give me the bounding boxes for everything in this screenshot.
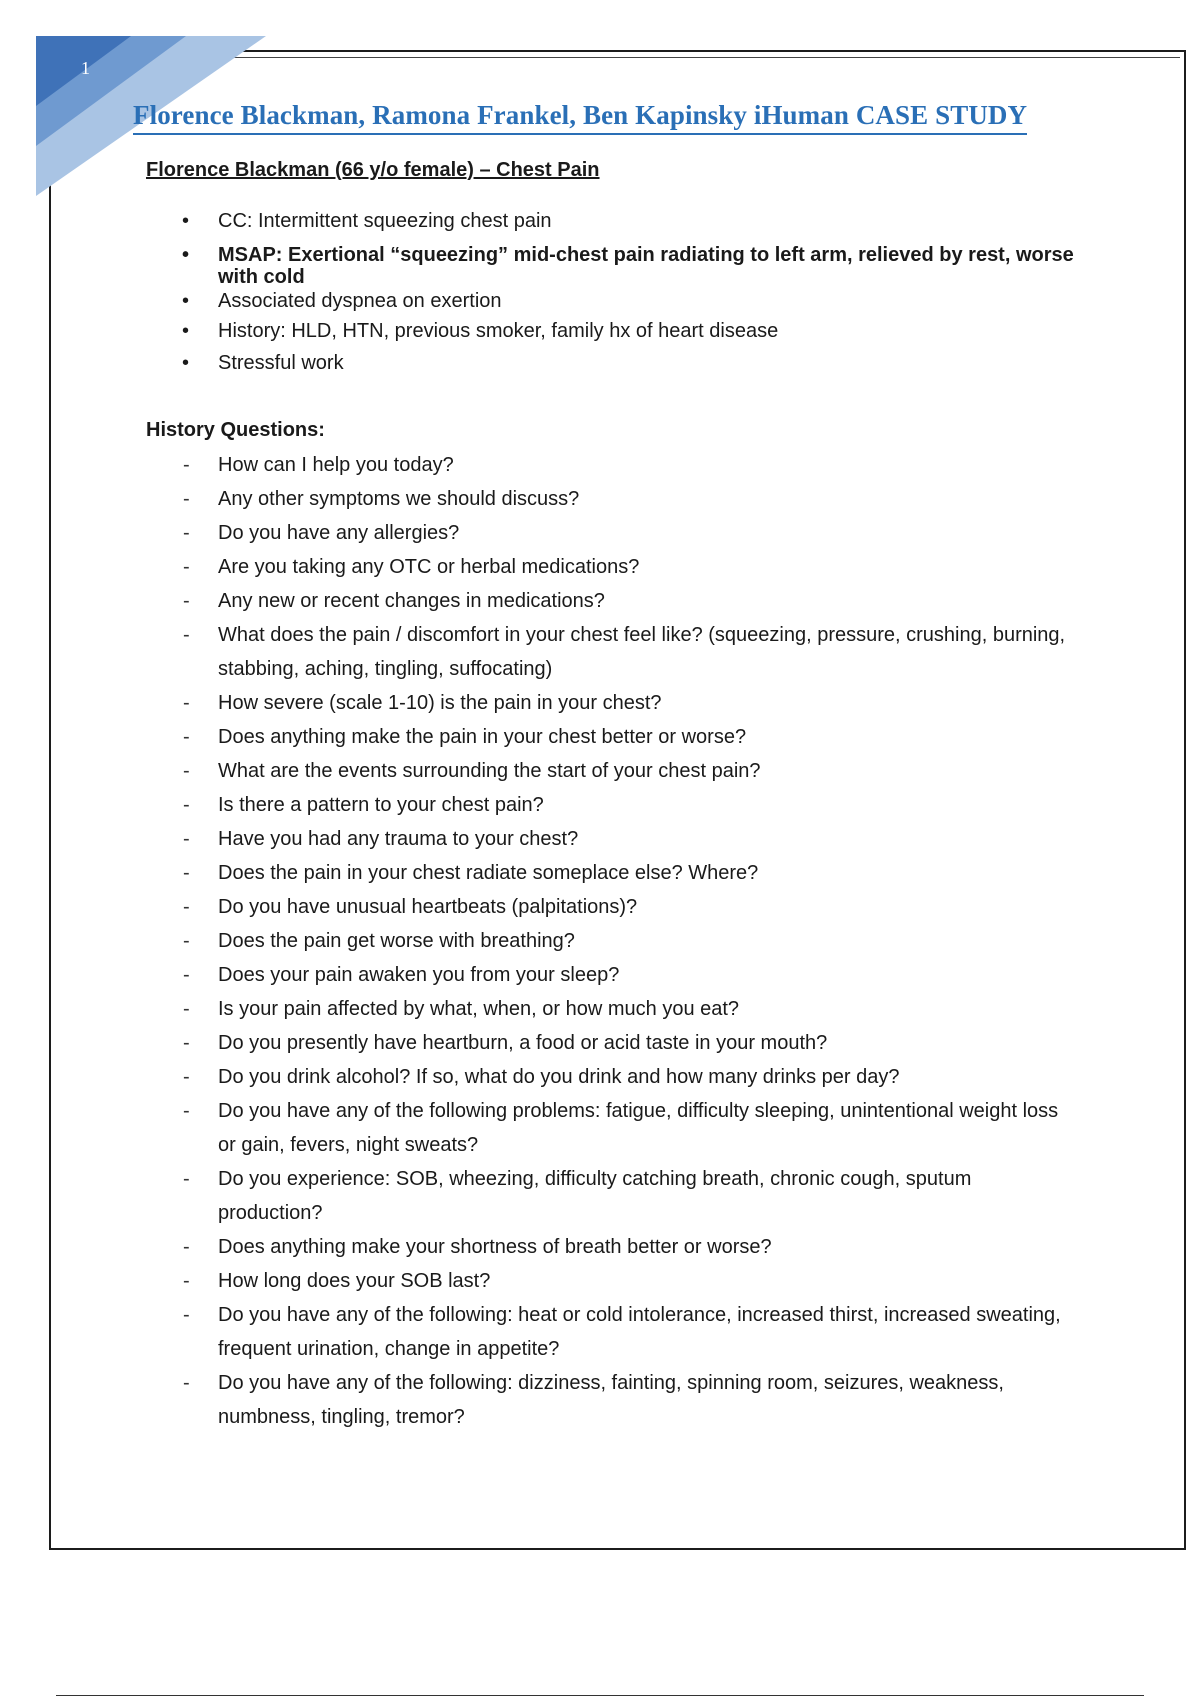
dash-bullet: - bbox=[183, 692, 190, 714]
question-item bbox=[146, 1094, 1076, 1162]
dash-bullet: - bbox=[183, 454, 190, 476]
question-item bbox=[146, 686, 1076, 720]
question-text: Is your pain affected by what, when, or how much you eat? bbox=[218, 998, 740, 1020]
dash-bullet: - bbox=[183, 794, 190, 816]
question-item bbox=[146, 754, 1076, 788]
summary-item-text: Stressful work bbox=[218, 352, 344, 374]
summary-item bbox=[146, 320, 1076, 342]
dash-bullet: - bbox=[183, 1372, 190, 1394]
question-item bbox=[146, 1026, 1076, 1060]
question-item bbox=[146, 618, 1076, 686]
question-text: Do you have any of the following: heat or cold intolerance, increased thirst, increased sweating, frequent urination, change in appetite? bbox=[218, 1304, 1061, 1360]
question-text: What does the pain / discomfort in your chest feel like? (squeezing, pressure, crushing, burning, stabbing, aching, tingling, suffocating) bbox=[218, 624, 1066, 680]
dash-bullet: - bbox=[183, 1032, 190, 1054]
question-item bbox=[146, 1264, 1076, 1298]
bullet-icon: • bbox=[182, 290, 190, 312]
question-item bbox=[146, 924, 1076, 958]
dash-bullet: - bbox=[183, 1304, 190, 1326]
question-item bbox=[146, 448, 1076, 482]
next-page-divider bbox=[56, 1695, 1144, 1696]
question-item bbox=[146, 1060, 1076, 1094]
dash-bullet: - bbox=[183, 862, 190, 884]
summary-item bbox=[146, 352, 1076, 374]
summary-item bbox=[146, 210, 1076, 232]
question-item bbox=[146, 992, 1076, 1026]
dash-bullet: - bbox=[183, 590, 190, 612]
dash-bullet: - bbox=[183, 488, 190, 510]
question-text: Do you presently have heartburn, a food or acid taste in your mouth? bbox=[218, 1032, 828, 1054]
dash-bullet: - bbox=[183, 726, 190, 748]
question-text: Any new or recent changes in medications? bbox=[218, 590, 605, 612]
bullet-icon: • bbox=[182, 210, 190, 232]
dash-bullet: - bbox=[183, 1236, 190, 1258]
summary-item-text: MSAP: Exertional “squeezing” mid-chest pain radiating to left arm, relieved by rest, worse with cold bbox=[218, 244, 1074, 288]
summary-item bbox=[146, 290, 1076, 312]
case-summary-list bbox=[146, 210, 1076, 374]
question-text: What are the events surrounding the start of your chest pain? bbox=[218, 760, 761, 782]
question-item bbox=[146, 584, 1076, 618]
question-item bbox=[146, 1366, 1076, 1434]
question-text: Is there a pattern to your chest pain? bbox=[218, 794, 544, 816]
bullet-icon: • bbox=[182, 244, 190, 266]
question-text: Does anything make your shortness of breath better or worse? bbox=[218, 1236, 772, 1258]
dash-bullet: - bbox=[183, 930, 190, 952]
question-text: How severe (scale 1-10) is the pain in your chest? bbox=[218, 692, 662, 714]
dash-bullet: - bbox=[183, 964, 190, 986]
question-text: Do you drink alcohol? If so, what do you drink and how many drinks per day? bbox=[218, 1066, 900, 1088]
case-heading: Florence Blackman (66 y/o female) – Chest Pain bbox=[146, 159, 600, 181]
dash-bullet: - bbox=[183, 896, 190, 918]
question-text: Have you had any trauma to your chest? bbox=[218, 828, 579, 850]
bullet-icon: • bbox=[182, 352, 190, 374]
question-item bbox=[146, 822, 1076, 856]
question-text: How can I help you today? bbox=[218, 454, 454, 476]
dash-bullet: - bbox=[183, 1270, 190, 1292]
question-item bbox=[146, 1230, 1076, 1264]
question-item bbox=[146, 720, 1076, 754]
question-text: Does the pain get worse with breathing? bbox=[218, 930, 575, 952]
question-item bbox=[146, 1162, 1076, 1230]
question-text: Are you taking any OTC or herbal medications? bbox=[218, 556, 640, 578]
question-text: Does your pain awaken you from your sleep? bbox=[218, 964, 620, 986]
dash-bullet: - bbox=[183, 556, 190, 578]
dash-bullet: - bbox=[183, 624, 190, 646]
question-item bbox=[146, 550, 1076, 584]
question-text: How long does your SOB last? bbox=[218, 1270, 491, 1292]
dash-bullet: - bbox=[183, 760, 190, 782]
question-item bbox=[146, 516, 1076, 550]
summary-item bbox=[146, 244, 1076, 288]
question-text: Do you have any of the following problems: fatigue, difficulty sleeping, unintentional weight loss or gain, fevers, night sweats? bbox=[218, 1100, 1059, 1156]
bullet-icon: • bbox=[182, 320, 190, 342]
history-heading: History Questions: bbox=[146, 419, 325, 441]
history-question-list bbox=[146, 448, 1076, 1434]
dash-bullet: - bbox=[183, 1100, 190, 1122]
question-text: Do you have unusual heartbeats (palpitations)? bbox=[218, 896, 638, 918]
summary-item-text: History: HLD, HTN, previous smoker, family hx of heart disease bbox=[218, 320, 779, 342]
summary-item-text: CC: Intermittent squeezing chest pain bbox=[218, 210, 552, 232]
question-item bbox=[146, 958, 1076, 992]
dash-bullet: - bbox=[183, 828, 190, 850]
dash-bullet: - bbox=[183, 1066, 190, 1088]
question-text: Does the pain in your chest radiate someplace else? Where? bbox=[218, 862, 759, 884]
question-text: Do you have any of the following: dizziness, fainting, spinning room, seizures, weakness, numbness, tingling, tremor? bbox=[218, 1372, 1004, 1428]
question-item bbox=[146, 1298, 1076, 1366]
document-title: Florence Blackman, Ramona Frankel, Ben Kapinsky iHuman CASE STUDY bbox=[133, 100, 1027, 135]
question-text: Any other symptoms we should discuss? bbox=[218, 488, 580, 510]
question-item bbox=[146, 788, 1076, 822]
summary-item-text: Associated dyspnea on exertion bbox=[218, 290, 502, 312]
question-text: Do you have any allergies? bbox=[218, 522, 460, 544]
question-item bbox=[146, 856, 1076, 890]
dash-bullet: - bbox=[183, 998, 190, 1020]
question-text: Does anything make the pain in your chest better or worse? bbox=[218, 726, 747, 748]
page-number: 1 bbox=[81, 58, 90, 78]
dash-bullet: - bbox=[183, 522, 190, 544]
question-item bbox=[146, 482, 1076, 516]
dash-bullet: - bbox=[183, 1168, 190, 1190]
question-item bbox=[146, 890, 1076, 924]
question-text: Do you experience: SOB, wheezing, difficulty catching breath, chronic cough, sputum production? bbox=[218, 1168, 972, 1224]
